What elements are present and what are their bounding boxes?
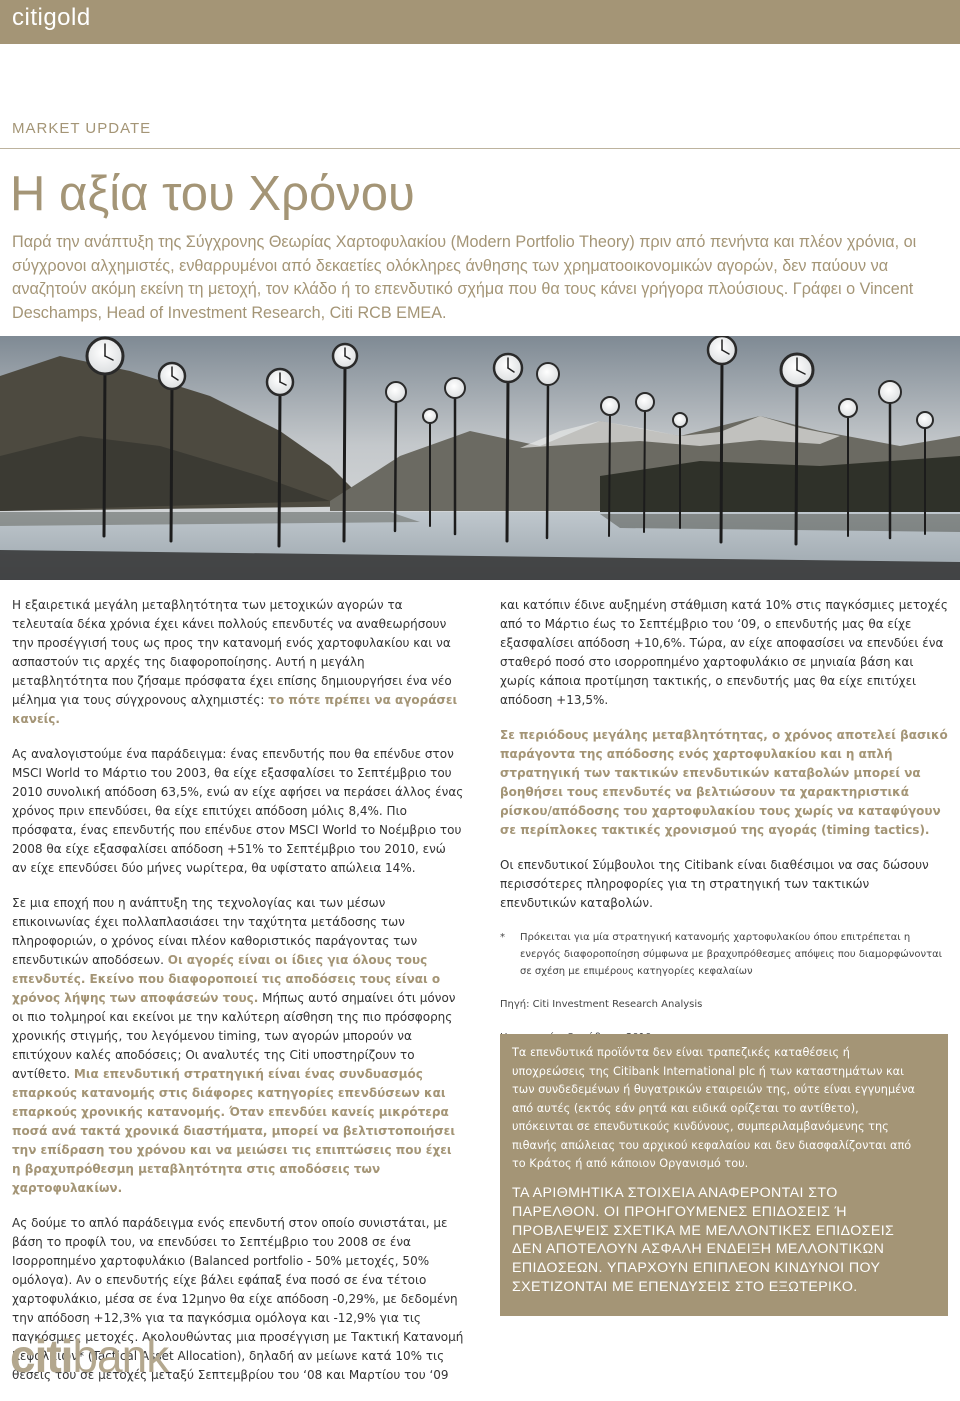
left-p1-highlight: το πότε πρέπει να αγοράσει κανείς. bbox=[12, 693, 458, 726]
left-p3-text-a: Σε μια εποχή που η ανάπτυξη της τεχνολογίας και των μέσων επικοινωνίας έχει πολλαπλασιάσει την ταχύτητα μετάδοσης των πληροφοριών, ο χρόνος είναι πλέον καθοριστικός παράγοντας των επενδυτικών αποδόσεων. bbox=[12, 896, 418, 967]
left-p3-highlight-1: Οι αγορές είναι οι ίδιες για όλους τους επενδυτές. Εκείνο που διαφοροποιεί τις αποδόσεις τους είναι ο χρόνος λήψης των αποφάσεών τους. bbox=[12, 953, 441, 1005]
page-title: Η αξία του Χρόνου bbox=[10, 167, 415, 221]
footnote bbox=[500, 929, 948, 980]
logo-citi: citi bbox=[10, 1330, 73, 1382]
divider bbox=[0, 148, 960, 149]
source-line: Πηγή: Citi Investment Research Analysis bbox=[500, 999, 703, 1010]
left-paragraph-4: Ας δούμε το απλό παράδειγμα ενός επενδυτή στον οποίο συνιστάται, με βάση το προφίλ του, να επενδύσει το Σεπτέμβριο του 2008 σε ένα Ισορροπημένο χαρτοφυλάκιο (Balanced portfolio - 50% μετοχές, 50% ομόλογα). Αν ο επενδυτής είχε βάλει εφάπαξ ένα ποσό σε ένα τέτοιο χαρτοφυλάκιο, μέσα σε ένα 12μηνο θα είχε απόδοση -0,29%, με δεδομένη την απόδοση +12,3% για τα παγκόσμια ομόλογα και -12,9% για τις παγκόσμιες μετοχές. Ακολουθώντας μια προσέγγιση με Τακτική Κατανομή Κεφαλαίων* (Tactical Asset Allocation), δηλαδή αν μείωνε κατά 10% τις θέσεις του σε μετοχές μεταξύ Σεπτεμβρίου του ‘08 και Μαρτίου του ‘09 bbox=[12, 1216, 464, 1382]
disclaimer-caps: ΤΑ ΑΡΙΘΜΗΤΙΚΑ ΣΤΟΙΧΕΙΑ ΑΝΑΦΕΡΟΝΤΑΙ ΣΤΟ ΠΑΡΕΛΘΟΝ. ΟΙ ΠΡΟΗΓΟΥΜΕΝΕΣ ΕΠΙΔΟΣΕΙΣ Ή ΠΡΟΒΛΕΨΕΙΣ ΣΧΕΤΙΚΑ ΜΕ ΜΕΛΛΟΝΤΙΚΕΣ ΕΠΙΔΟΣΕΙΣ ΔΕΝ ΑΠΟΤΕΛΟΥΝ ΑΣΦΑΛΗ ΕΝΔΕΙΞΗ ΜΕΛΛΟΝΤΙΚΩΝ ΕΠΙΔΟΣΕΩΝ. ΥΠΑΡΧΟΥΝ ΕΠΙΠΛΕΟΝ ΚΙΝΔΥΝΟΙ ΠΟΥ ΣΧΕΤΙΖΟΝΤΑΙ ΜΕ ΕΠΕΝΔΥΣΕΙΣ ΣΤΟ ΕΞΩΤΕΡΙΚΟ. bbox=[512, 1185, 895, 1295]
left-paragraph-2: Ας αναλογιστούμε ένα παράδειγμα: ένας επενδυτής που θα επένδυε στον MSCI World το Μάρτιο του 2003, θα είχε εξασφαλίσει το Σεπτέμβριο του 2010 συνολική απόδοση 63,5%, ενώ αν είχε αφήσει να περάσει άλλος ένας χρόνος πριν επενδύσει, θα είχε επιτύχει απόδοση μόλις 8,4%. Πιο πρόσφατα, ένας επενδυτής που επένδυε στον MSCI World το Νοέμβριο του 2008 θα είχε εξασφαλίσει απόδοση +51% το Σεπτέμβριο του 2010, ενώ αν είχε επενδύσει δύο μήνες νωρίτερα, θα υφίστατο απώλεια 14%. bbox=[12, 747, 464, 875]
footnote-text: Πρόκειται για μία στρατηγική κατανομής χαρτοφυλακίου όπου επιτρέπεται η ενεργός διαφοροποίηση σύμφωνα με βραχυπρόθεσμες απόψεις που διαμορφώνονται σε σχέση με επιμέρους κατηγορίες κεφαλαίων bbox=[520, 932, 943, 977]
right-paragraph-1: και κατόπιν έδινε αυξημένη στάθμιση κατά 10% στις παγκόσμιες μετοχές από το Μάρτιο έως το Σεπτέμβριο του ‘09, ο επενδυτής μας θα είχε εξασφαλίσει απόδοση +10,6%. Τώρα, αν είχε αποφασίσει να επενδύει ένα σταθερό ποσό στο ισορροπημένο χαρτοφυλάκιο σε μηνιαία βάση και χωρίς κάποια προτίμηση τακτικής, ο επενδυτής μας θα είχε επιτύχει απόδοση +13,5%. bbox=[500, 598, 948, 707]
logo-bank: bank bbox=[72, 1330, 169, 1382]
disclaimer-text: Τα επενδυτικά προϊόντα δεν είναι τραπεζικές καταθέσεις ή υποχρεώσεις της Citibank International plc ή των καταστημάτων και των συνδεδεμένων ή θυγατρικών εταιρειών της, ούτε είναι εγγυημένα από αυτές (εκτός εάν ρητά και ειδικά ορίζεται το αντίθετο), υπόκεινται σε επενδυτικούς κινδύνους, συμπεριλαμβανόμενης της πιθανής απώλειας του αρχικού κεφαλαίου και δεν διασφαλίζονται από το Κράτος ή από κάποιον Οργανισμό του. bbox=[512, 1046, 915, 1170]
clocks-landscape-photo bbox=[0, 336, 960, 580]
left-p3-text-b: Μήπως αυτό σημαίνει ότι μόνον οι πιο τολμηροί και εκείνοι με την καλύτερη αίσθηση της πιο πρόσφορης χρονικής στιγμής, του λεγόμενου timing, των αγορών μπορούν να επιτύχουν καλές αποδόσεις; Οι αναλυτές της Citi υποστηρίζουν το αντίθετο. bbox=[12, 991, 456, 1081]
right-paragraph-2-highlight: Σε περιόδους μεγάλης μεταβλητότητας, ο χρόνος αποτελεί βασικό παράγοντα της απόδοσης ενός χαρτοφυλακίου και η απλή στρατηγική των τακτικών επενδυτικών καταβολών μπορεί να βοηθήσει τους επενδυτές να βελτιώσουν τα χαρακτηριστικά ρίσκου/απόδοσης του χαρτοφυλακίου τους χωρίς να καταφύγουν σε περίπλοκες τακτικές χρονισμού της αγοράς (timing tactics). bbox=[500, 728, 948, 837]
brand-name: citigold bbox=[12, 4, 91, 31]
disclaimer-box bbox=[500, 1034, 948, 1316]
left-p1-text: Η εξαιρετικά μεγάλη μεταβλητότητα των μετοχικών αγορών τα τελευταία δέκα χρόνια έχει κάνει πολλούς επενδυτές να αναθεωρήσουν την προσέγγισή τους ως προς την κατανομή ενός χαρτοφυλακίου και να ασπαστούν τις αρχές της διαφοροποίησης. Αυτή η μεγάλη μεταβλητότητα που ζήσαμε πρόσφατα έχει επίσης δημιουργήσει ένα νέο μέλημα για τους σύγχρονους αλχημιστές: bbox=[12, 598, 452, 707]
left-column bbox=[12, 596, 464, 1401]
header-bar bbox=[0, 0, 960, 44]
left-p3-highlight-2: Μια επενδυτική στρατηγική είναι ένας συνδυασμός επαρκούς κατανομής στις διάφορες κατηγορίες επενδύσεων και επαρκούς χρονικής κατανομής. Όταν επενδύει κανείς μικρότερα ποσά ανά τακτά χρονικά διαστήματα, μπορεί να βελτιστοποιήσει την επίδραση του χρόνου και να μειώσει τις επιπτώσεις που έχει η βραχυπρόθεσμη μεταβλητότητα στις αποδόσεις των χαρτοφυλακίων. bbox=[12, 1067, 456, 1195]
intro-text: Παρά την ανάπτυξη της Σύγχρονης Θεωρίας Χαρτοφυλακίου (Modern Portfolio Theory) πριν από πενήντα και πλέον χρόνια, οι σύγχρονοι αλχημιστές, ενθαρρυμένοι από δεκαετίες ολόκληρες άνθησης των χρηματοοικονομικών αγορών, δεν παύουν να αναζητούν ακόμη εκείνη τη μετοχή, τον κλάδο ή το επενδυτικό σχήμα που θα τους κάνει γρήγορα πλούσιους. Γράφει ο Vincent Deschamps, Head of Investment Research, Citi RCB EMEA. bbox=[12, 233, 917, 322]
footnote-marker: * bbox=[500, 932, 505, 943]
left-paragraph-3 bbox=[12, 894, 464, 1198]
right-column bbox=[500, 596, 948, 1062]
right-paragraph-3: Οι επενδυτικοί Σύμβουλοι της Citibank είναι διαθέσιμοι να σας δώσουν περισσότερες πληροφορίες για τη στρατηγική των τακτικών επενδυτικών καταβολών. bbox=[500, 858, 929, 910]
citibank-logo bbox=[10, 1330, 168, 1382]
section-label: MARKET UPDATE bbox=[12, 120, 152, 137]
left-paragraph-1 bbox=[12, 596, 464, 729]
